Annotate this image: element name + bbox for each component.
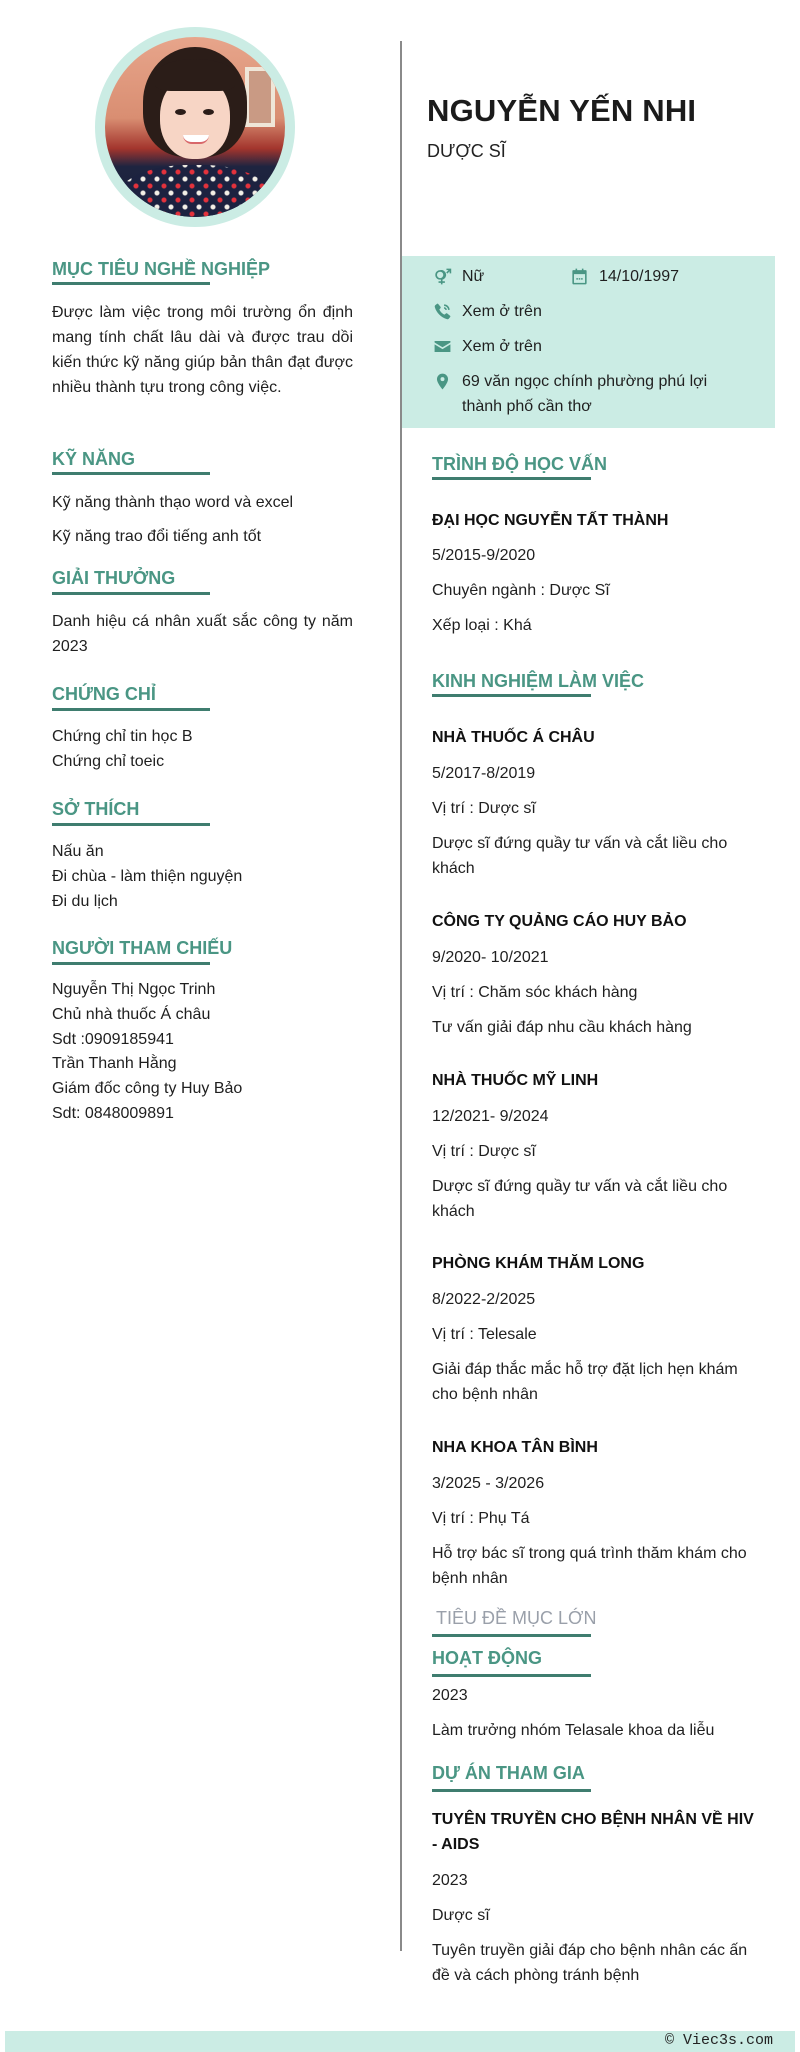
section-underline	[432, 1789, 591, 1792]
project-year: 2023	[432, 1872, 468, 1889]
job-period: 12/2021- 9/2024	[432, 1108, 549, 1125]
experience-item	[432, 1435, 757, 1591]
email-value: Xem ở trên	[462, 338, 542, 355]
section-heading-experience: KINH NGHIỆM LÀM VIỆC	[432, 671, 645, 691]
experience-item	[432, 909, 757, 1040]
job-period: 5/2017-8/2019	[432, 765, 536, 782]
profile-photo	[105, 37, 285, 217]
section-heading-projects: DỰ ÁN THAM GIA	[432, 1763, 585, 1783]
phone-value: Xem ở trên	[462, 303, 542, 320]
objective-text: Được làm việc trong môi trường ổn định mang tính chất lâu dài và được trau dồi kiến thức kỹ năng giúp bản thân đạt được nhiều thành tựu trong công việc.	[52, 304, 353, 396]
job-period: 8/2022-2/2025	[432, 1291, 536, 1308]
section-heading-references: NGƯỜI THAM CHIẾU	[52, 938, 233, 958]
job-period: 3/2025 - 3/2026	[432, 1475, 545, 1492]
education-period: 5/2015-9/2020	[432, 547, 536, 564]
education-grade: Xếp loại : Khá	[432, 617, 532, 634]
experience-item	[432, 725, 757, 881]
section-heading-certificates: CHỨNG CHỈ	[52, 684, 156, 704]
company-name: NHÀ THUỐC MỸ LINH	[432, 1072, 599, 1089]
project-item	[432, 1807, 757, 1988]
section-underline	[52, 282, 210, 285]
skill-item: Kỹ năng thành thạo word và excel	[52, 494, 294, 511]
birthday-value: 14/10/1997	[599, 268, 680, 285]
hobby-item: Đi du lịch	[52, 893, 118, 910]
reference-line: Sdt :0909185941	[52, 1031, 174, 1048]
section-heading-objective: MỤC TIÊU NGHỀ NGHIỆP	[52, 259, 271, 279]
activity-description: Làm trưởng nhóm Telasale khoa da liễu	[432, 1722, 715, 1739]
address-row	[432, 369, 752, 419]
job-position: Vị trí : Dược sĩ	[432, 1143, 536, 1160]
candidate-title: DƯỢC SĨ	[427, 141, 506, 161]
project-description: Tuyên truyền giải đáp cho bệnh nhân các ấn đề và cách phòng tránh bệnh	[432, 1942, 748, 1984]
footer-copyright[interactable]: © Viec3s.com	[664, 2032, 773, 2049]
section-underline	[432, 477, 591, 480]
experience-item	[432, 1251, 757, 1407]
address-line-2: thành phố cần thơ	[462, 398, 592, 415]
reference-line: Sdt: 0848009891	[52, 1105, 174, 1122]
section-underline	[52, 708, 210, 711]
section-underline	[52, 592, 210, 595]
candidate-name: NGUYỄN YẾN NHI	[427, 93, 697, 128]
gender-value: Nữ	[462, 268, 485, 285]
placeholder-section-heading[interactable]: TIÊU ĐỀ MỤC LỚN	[436, 1608, 597, 1628]
company-name: NHÀ THUỐC Á CHÂU	[432, 729, 595, 746]
company-name: CÔNG TY QUẢNG CÁO HUY BẢO	[432, 913, 687, 930]
job-position: Vị trí : Dược sĩ	[432, 800, 536, 817]
section-underline	[432, 1634, 591, 1637]
project-title: TUYÊN TRUYỀN CHO BỆNH NHÂN VỀ HIV - AIDS	[432, 1811, 754, 1853]
birthday-row	[569, 264, 679, 289]
certificate-item: Chứng chỉ tin học B	[52, 728, 193, 745]
section-heading-activities: HOẠT ĐỘNG	[432, 1648, 542, 1668]
section-underline	[52, 823, 210, 826]
hobby-item: Nấu ăn	[52, 843, 104, 860]
section-heading-hobbies: SỞ THÍCH	[52, 799, 140, 819]
phone-icon	[432, 301, 452, 321]
calendar-icon	[569, 266, 589, 286]
job-description: Dược sĩ đứng quầy tư vấn và cắt liều cho khách	[432, 835, 728, 877]
email-icon	[432, 336, 452, 356]
reference-line: Trần Thanh Hằng	[52, 1055, 177, 1072]
profile-photo-frame	[95, 27, 295, 227]
reference-line: Chủ nhà thuốc Á châu	[52, 1006, 211, 1023]
job-period: 9/2020- 10/2021	[432, 949, 549, 966]
skill-item: Kỹ năng trao đổi tiếng anh tốt	[52, 528, 262, 545]
hobby-item: Đi chùa - làm thiện nguyện	[52, 868, 243, 885]
gender-icon	[432, 266, 452, 286]
section-underline	[432, 694, 591, 697]
activity-year: 2023	[432, 1687, 468, 1704]
section-underline	[52, 962, 210, 965]
project-role: Dược sĩ	[432, 1907, 490, 1924]
certificate-item: Chứng chỉ toeic	[52, 753, 165, 770]
job-position: Vị trí : Telesale	[432, 1326, 537, 1343]
reference-line: Nguyễn Thị Ngọc Trinh	[52, 981, 216, 998]
footer-bar	[5, 2031, 795, 2052]
address-line-1: 69 văn ngọc chính phường phú lợi	[462, 373, 708, 390]
job-position: Vị trí : Chăm sóc khách hàng	[432, 984, 638, 1001]
job-description: Giải đáp thắc mắc hỗ trợ đặt lịch hẹn khám cho bệnh nhân	[432, 1361, 738, 1403]
section-heading-awards: GIẢI THƯỞNG	[52, 568, 176, 588]
job-position: Vị trí : Phụ Tá	[432, 1510, 530, 1527]
reference-line: Giám đốc công ty Huy Bảo	[52, 1080, 243, 1097]
section-underline	[432, 1674, 591, 1677]
award-text: Danh hiệu cá nhân xuất sắc công ty năm 2023	[52, 613, 353, 655]
education-major: Chuyên ngành : Dược Sĩ	[432, 582, 610, 599]
section-underline	[52, 472, 210, 475]
phone-row	[432, 299, 542, 324]
email-row	[432, 334, 542, 359]
gender-row	[432, 264, 484, 289]
company-name: PHÒNG KHÁM THĂM LONG	[432, 1255, 645, 1272]
section-heading-skills: KỸ NĂNG	[52, 449, 136, 469]
location-icon	[432, 371, 452, 391]
job-description: Hỗ trợ bác sĩ trong quá trình thăm khám cho bệnh nhân	[432, 1545, 747, 1587]
education-item	[432, 508, 757, 638]
section-heading-education: TRÌNH ĐỘ HỌC VẤN	[432, 454, 607, 474]
company-name: NHA KHOA TÂN BÌNH	[432, 1439, 598, 1456]
job-description: Tư vấn giải đáp nhu cầu khách hàng	[432, 1019, 692, 1036]
activity-item	[432, 1683, 757, 1743]
school-name: ĐẠI HỌC NGUYỄN TẤT THÀNH	[432, 512, 669, 529]
job-description: Dược sĩ đứng quầy tư vấn và cắt liều cho khách	[432, 1178, 728, 1220]
experience-item	[432, 1068, 757, 1224]
